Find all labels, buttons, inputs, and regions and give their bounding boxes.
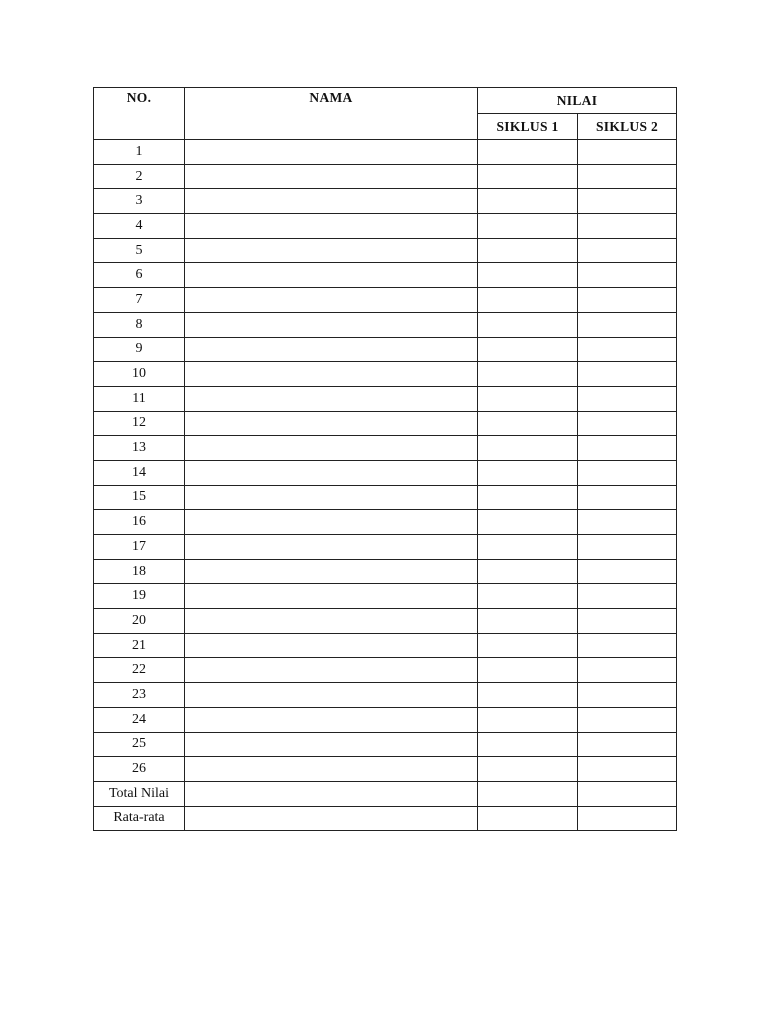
table-row xyxy=(94,757,677,782)
name-cell[interactable] xyxy=(185,707,478,732)
siklus-1-cell[interactable] xyxy=(478,411,578,436)
name-cell[interactable] xyxy=(185,460,478,485)
siklus-1-cell[interactable] xyxy=(478,535,578,560)
table-row xyxy=(94,460,677,485)
siklus-1-cell[interactable] xyxy=(478,633,578,658)
table-row xyxy=(94,485,677,510)
siklus-1-cell[interactable] xyxy=(478,238,578,263)
name-cell[interactable] xyxy=(185,732,478,757)
siklus-1-cell[interactable] xyxy=(478,189,578,214)
siklus-1-cell[interactable] xyxy=(478,584,578,609)
number-cell: 20 xyxy=(94,609,185,634)
name-cell[interactable] xyxy=(185,263,478,288)
siklus-2-cell[interactable] xyxy=(578,683,677,708)
siklus-2-cell[interactable] xyxy=(578,535,677,560)
table-row xyxy=(94,658,677,683)
siklus-2-cell[interactable] xyxy=(578,485,677,510)
siklus-2-cell[interactable] xyxy=(578,140,677,165)
number-cell: 19 xyxy=(94,584,185,609)
siklus-2-cell[interactable] xyxy=(578,584,677,609)
name-cell[interactable] xyxy=(185,633,478,658)
number-cell: 23 xyxy=(94,683,185,708)
table-row xyxy=(94,312,677,337)
siklus-1-cell[interactable] xyxy=(478,485,578,510)
number-cell: 3 xyxy=(94,189,185,214)
table-row xyxy=(94,214,677,239)
siklus-1-cell[interactable] xyxy=(478,460,578,485)
siklus-1-cell[interactable] xyxy=(478,436,578,461)
table-row xyxy=(94,609,677,634)
siklus-1-cell[interactable] xyxy=(478,510,578,535)
siklus-2-cell[interactable] xyxy=(578,460,677,485)
table-row xyxy=(94,362,677,387)
name-cell[interactable] xyxy=(185,806,478,831)
siklus-2-cell[interactable] xyxy=(578,362,677,387)
siklus-1-cell[interactable] xyxy=(478,214,578,239)
siklus-2-cell[interactable] xyxy=(578,386,677,411)
table-row xyxy=(94,386,677,411)
name-cell[interactable] xyxy=(185,164,478,189)
siklus-2-cell[interactable] xyxy=(578,238,677,263)
name-cell[interactable] xyxy=(185,238,478,263)
siklus-2-cell[interactable] xyxy=(578,288,677,313)
summary-label-cell: Rata-rata xyxy=(94,806,185,831)
name-cell[interactable] xyxy=(185,757,478,782)
header-nilai: NILAI xyxy=(478,88,677,114)
name-cell[interactable] xyxy=(185,140,478,165)
name-cell[interactable] xyxy=(185,312,478,337)
siklus-1-cell[interactable] xyxy=(478,683,578,708)
siklus-2-cell[interactable] xyxy=(578,609,677,634)
siklus-2-cell[interactable] xyxy=(578,658,677,683)
siklus-1-cell[interactable] xyxy=(478,609,578,634)
name-cell[interactable] xyxy=(185,214,478,239)
summary-row xyxy=(94,781,677,806)
header-siklus-2: SIKLUS 2 xyxy=(578,114,677,140)
table-row xyxy=(94,263,677,288)
siklus-1-cell[interactable] xyxy=(478,781,578,806)
name-cell[interactable] xyxy=(185,658,478,683)
number-cell: 4 xyxy=(94,214,185,239)
number-cell: 2 xyxy=(94,164,185,189)
name-cell[interactable] xyxy=(185,559,478,584)
siklus-1-cell[interactable] xyxy=(478,806,578,831)
siklus-1-cell[interactable] xyxy=(478,337,578,362)
table-body xyxy=(94,140,677,831)
siklus-2-cell[interactable] xyxy=(578,436,677,461)
siklus-2-cell[interactable] xyxy=(578,337,677,362)
siklus-2-cell[interactable] xyxy=(578,633,677,658)
number-cell: 13 xyxy=(94,436,185,461)
name-cell[interactable] xyxy=(185,781,478,806)
siklus-1-cell[interactable] xyxy=(478,140,578,165)
siklus-1-cell[interactable] xyxy=(478,263,578,288)
number-cell: 6 xyxy=(94,263,185,288)
table-header xyxy=(94,88,677,140)
siklus-2-cell[interactable] xyxy=(578,559,677,584)
name-cell[interactable] xyxy=(185,411,478,436)
table-row xyxy=(94,189,677,214)
number-cell: 5 xyxy=(94,238,185,263)
number-cell: 1 xyxy=(94,140,185,165)
number-cell: 7 xyxy=(94,288,185,313)
siklus-2-cell[interactable] xyxy=(578,214,677,239)
number-cell: 15 xyxy=(94,485,185,510)
number-cell: 12 xyxy=(94,411,185,436)
table-row xyxy=(94,683,677,708)
siklus-2-cell[interactable] xyxy=(578,510,677,535)
siklus-1-cell[interactable] xyxy=(478,707,578,732)
table-row xyxy=(94,559,677,584)
table-row xyxy=(94,238,677,263)
number-cell: 14 xyxy=(94,460,185,485)
siklus-1-cell[interactable] xyxy=(478,312,578,337)
siklus-1-cell[interactable] xyxy=(478,757,578,782)
siklus-2-cell[interactable] xyxy=(578,411,677,436)
table-row xyxy=(94,584,677,609)
table-row xyxy=(94,510,677,535)
siklus-2-cell[interactable] xyxy=(578,806,677,831)
table-row xyxy=(94,337,677,362)
siklus-1-cell[interactable] xyxy=(478,732,578,757)
number-cell: 26 xyxy=(94,757,185,782)
siklus-1-cell[interactable] xyxy=(478,386,578,411)
siklus-2-cell[interactable] xyxy=(578,781,677,806)
siklus-2-cell[interactable] xyxy=(578,164,677,189)
number-cell: 21 xyxy=(94,633,185,658)
name-cell[interactable] xyxy=(185,386,478,411)
name-cell[interactable] xyxy=(185,584,478,609)
name-cell[interactable] xyxy=(185,189,478,214)
table-row xyxy=(94,436,677,461)
name-cell[interactable] xyxy=(185,485,478,510)
header-nama: NAMA xyxy=(185,88,478,140)
table-row xyxy=(94,707,677,732)
name-cell[interactable] xyxy=(185,683,478,708)
name-cell[interactable] xyxy=(185,535,478,560)
summary-row xyxy=(94,806,677,831)
table-row xyxy=(94,732,677,757)
name-cell[interactable] xyxy=(185,288,478,313)
siklus-1-cell[interactable] xyxy=(478,559,578,584)
header-siklus-1: SIKLUS 1 xyxy=(478,114,578,140)
table-row xyxy=(94,288,677,313)
name-cell[interactable] xyxy=(185,510,478,535)
number-cell: 9 xyxy=(94,337,185,362)
header-no: NO. xyxy=(94,88,185,140)
number-cell: 25 xyxy=(94,732,185,757)
table-row xyxy=(94,164,677,189)
name-cell[interactable] xyxy=(185,362,478,387)
header-row-main xyxy=(94,88,677,114)
number-cell: 22 xyxy=(94,658,185,683)
siklus-2-cell[interactable] xyxy=(578,263,677,288)
number-cell: 18 xyxy=(94,559,185,584)
siklus-1-cell[interactable] xyxy=(478,164,578,189)
siklus-2-cell[interactable] xyxy=(578,707,677,732)
name-cell[interactable] xyxy=(185,337,478,362)
number-cell: 8 xyxy=(94,312,185,337)
number-cell: 11 xyxy=(94,386,185,411)
table-row xyxy=(94,633,677,658)
siklus-2-cell[interactable] xyxy=(578,189,677,214)
grade-table xyxy=(93,87,677,831)
table-row xyxy=(94,535,677,560)
number-cell: 17 xyxy=(94,535,185,560)
table-row xyxy=(94,411,677,436)
name-cell[interactable] xyxy=(185,436,478,461)
siklus-2-cell[interactable] xyxy=(578,312,677,337)
summary-label-cell: Total Nilai xyxy=(94,781,185,806)
siklus-2-cell[interactable] xyxy=(578,757,677,782)
siklus-1-cell[interactable] xyxy=(478,658,578,683)
siklus-1-cell[interactable] xyxy=(478,288,578,313)
siklus-1-cell[interactable] xyxy=(478,362,578,387)
siklus-2-cell[interactable] xyxy=(578,732,677,757)
number-cell: 16 xyxy=(94,510,185,535)
number-cell: 24 xyxy=(94,707,185,732)
number-cell: 10 xyxy=(94,362,185,387)
table-row xyxy=(94,140,677,165)
name-cell[interactable] xyxy=(185,609,478,634)
